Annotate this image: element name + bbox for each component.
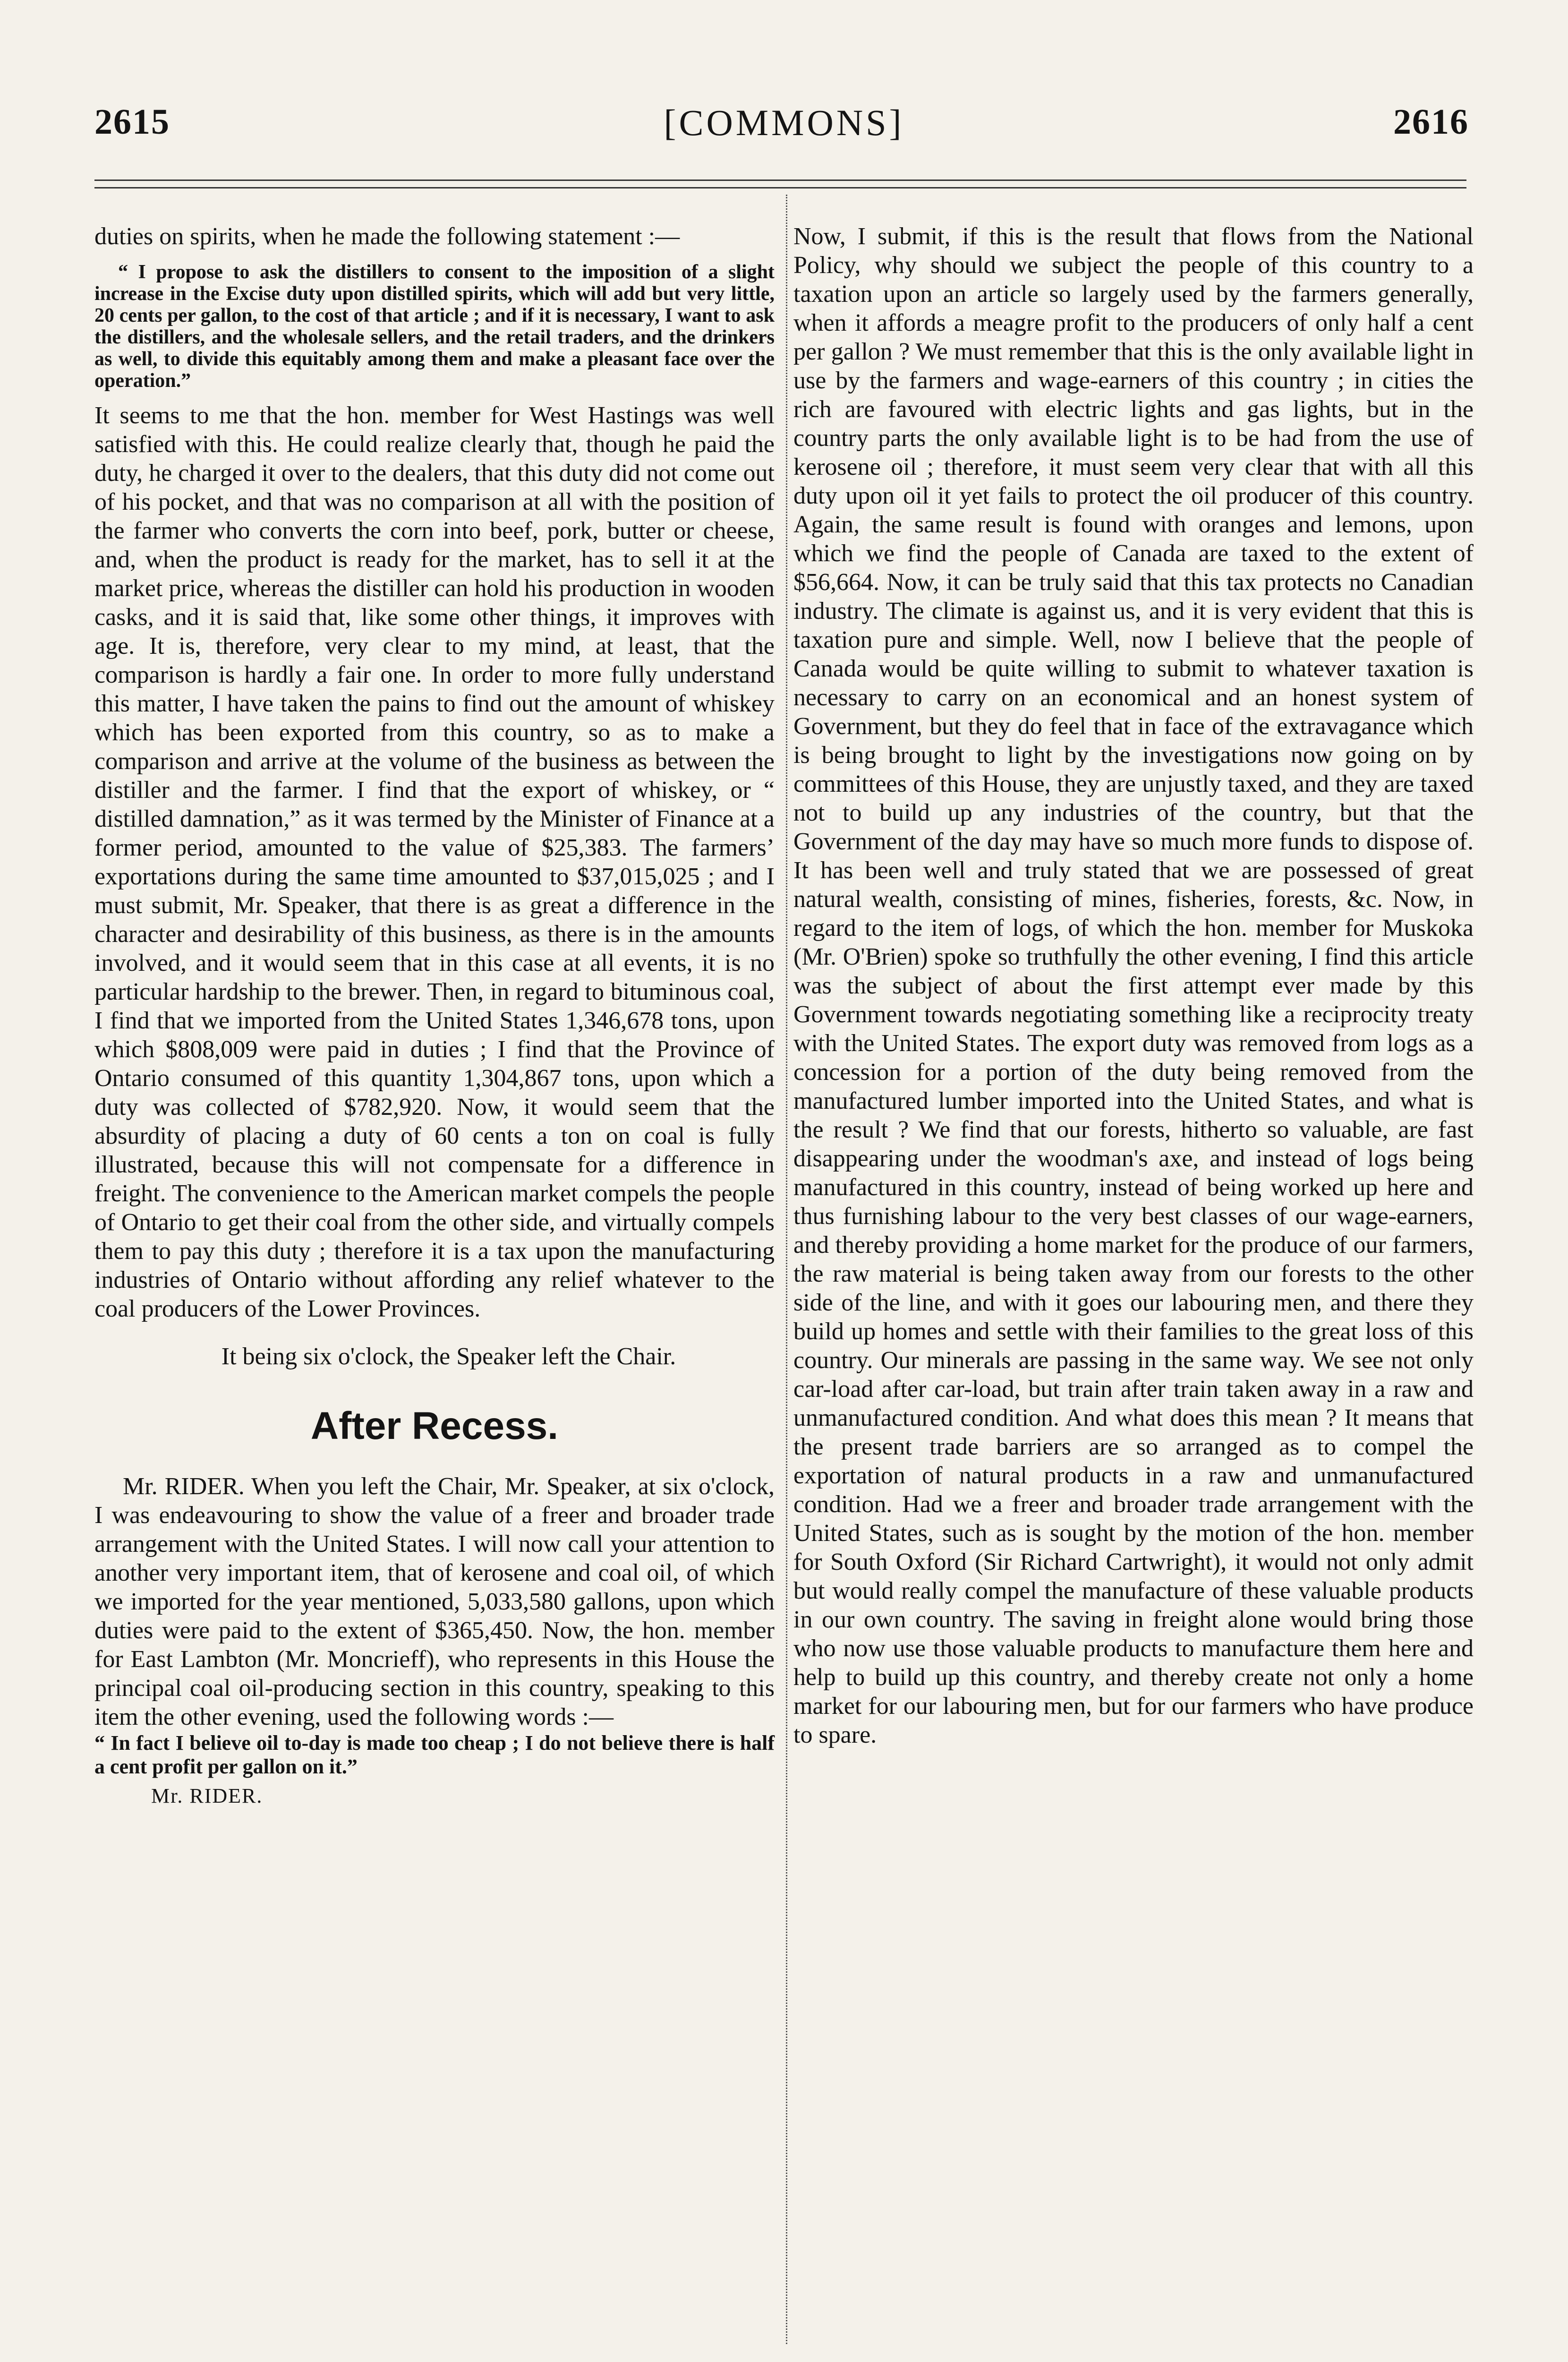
paragraph: It seems to me that the hon. member for West Hastings was well satisfied with this. He could realize clearly that, though he paid the duty, he charged it over to the dealers, that this duty did not come out of his pocket, and that was no comparison at all with the position of the farmer who converts the corn into beef, pork, butter or cheese, and, when the product is ready for the market, has to sell it at the market price, whereas the distiller can hold his production in wooden casks, and it is said that, like some other things, it improves with age. It is, therefore, very clear to my mind, at least, that the comparison is hardly a fair one. In order to more fully understand this matter, I have taken the pains to find out the amount of whiskey which has been exported from this country, so as to make a comparison and arrive at the volume of the business as between the distiller and the farmer. I find that the export of whiskey, or “ distilled damnation,” as it was termed by the Minister of Finance at a former period, amounted to the value of $25,383. The farmers’ exportations during the same time amounted to $37,015,025 ; and I must submit, Mr. Speaker, that there is as great a difference in the character and desirability of this business, as there is in the amounts involved, and it would seem that in this case at all events, it is no particular hardship to the brewer. Then, in regard to bituminous coal, I find that we imported from the United States 1,346,678 tons, upon which $808,009 were paid in duties ; I find that the Province of Ontario consumed of this quantity 1,304,867 tons, upon which a duty was collected of $782,920. Now, it would seem that the absurdity of placing a duty of 60 cents a ton on coal is fully illustrated, because this will not compensate for a difference in freight. The convenience to the American market compels the people of Ontario to get their coal from the other side, and virtually compels them to pay this duty ; therefore it is a tax upon the manufacturing industries of Ontario without affording any relief whatever to the coal producers of the Lower Provinces.: [94, 402, 775, 1322]
section-heading: After Recess.: [310, 1404, 559, 1447]
page-number-right: 2616: [1393, 102, 1469, 142]
header-rule-bottom: [94, 187, 1466, 188]
paragraph: Mr. RIDER. When you left the Chair, Mr. Speaker, at six o'clock, I was endeavouring to show the value of a freer and broader trade arrangement with the United States. I will now call your attention to another very important item, that of kerosene and coal oil, of which we imported for the year mentioned, 5,033,580 gallons, upon which duties were paid to the extent of $365,450. Now, the hon. member for East Lambton (Mr. Moncrieff), who represents in this House the principal coal oil-producing section in this country, speaking to this item the other evening, used the following words :—: [94, 1473, 775, 1730]
right-column: [793, 222, 1474, 1749]
page-number-left: 2615: [94, 102, 170, 142]
quotation-text: “ In fact I believe oil to-day is made too cheap ; I do not believe there is half a cent profit per gallon on it.”: [94, 1731, 775, 1778]
column-divider: [786, 195, 787, 2344]
running-footer: Mr. RIDER.: [151, 1784, 263, 1807]
header-rule-top: [94, 180, 1466, 181]
procedural-note: It being six o'clock, the Speaker left the Chair.: [221, 1343, 676, 1370]
quotation-text: “ I propose to ask the distillers to consent to the imposition of a slight increase in the Excise duty upon distilled spirits, which will add but very little, 20 cents per gallon, to the cost of that article ; and if it is necessary, I want to ask the distillers, and the wholesale sellers, and the retail traders, and the drinkers as well, to divide this equitably among them and make a pleasant face over the operation.”: [94, 261, 775, 392]
intro-text: duties on spirits, when he made the following statement :—: [94, 223, 680, 250]
left-column: [94, 222, 775, 1810]
quotation-block: [94, 261, 775, 392]
page-header: [0, 102, 1568, 144]
page-title: [COMMONS]: [664, 102, 904, 143]
paragraph: Now, I submit, if this is the result that flows from the National Policy, why should we subject the people of this country to a taxation upon an article so largely used by the farmers generally, when it affords a meagre profit to the producers of only half a cent per gallon ? We must remember that this is the only available light in use by the farmers and wage-earners of this country ; in cities the rich are favoured with electric lights and gas lights, but in the country parts the only available light is to be had from the use of kerosene oil ; therefore, it must seem very clear that with all this duty upon oil it yet fails to protect the oil producer of this country. Again, the same result is found with oranges and lemons, upon which we find the people of Canada are taxed to the extent of $56,664. Now, it can be truly said that this tax protects no Canadian industry. The climate is against us, and it is very evident that this is taxation pure and simple. Well, now I believe that the people of Canada would be quite willing to submit to whatever taxation is necessary to carry on an economical and an honest system of Government, but they do feel that in face of the extravagance which is being brought to light by the investigations now going on by committees of this House, they are unjustly taxed, and they are taxed not to build up any industries of the country, but that the Government of the day may have so much more funds to dispose of. It has been well and truly stated that we are possessed of great natural wealth, consisting of mines, fisheries, forests, &c. Now, in regard to the item of logs, of which the hon. member for Muskoka (Mr. O'Brien) spoke so truthfully the other evening, I find this article was the subject of about the first attempt ever made by this Government towards negotiating something like a reciprocity treaty with the United States. The export duty was removed from logs as a concession for a portion of the duty being removed from the manufactured lumber imported into the United States, and what is the result ? We find that our forests, hitherto so valuable, are fast disappearing under the woodman's axe, and instead of logs being manufactured in this country, instead of being worked up here and thus furnishing labour to the very best classes of our wage-earners, and thereby providing a home market for the produce of our farmers, the raw material is being taken away from our forests to the other side of the line, and with it goes our labouring men, and there they build up homes and settle with their families to the great loss of this country. Our minerals are passing in the same way. We see not only car-load after car-load, but train after train taken away in a raw and unmanufactured condition. And what does this mean ? It means that the present trade barriers are so arranged as to compel the exportation of natural products in a raw and unmanufactured condition. Had we a freer and broader trade arrangement with the United States, such as is sought by the motion of the hon. member for South Oxford (Sir Richard Cartwright), it would not only admit but would really compel the manufacture of these valuable products in our own country. The saving in freight alone would bring those who now use those valuable products to manufacture them here and help to build up this country, and thereby create not only a home market for our labouring men, but for our farmers who have produce to spare.: [793, 223, 1474, 1748]
